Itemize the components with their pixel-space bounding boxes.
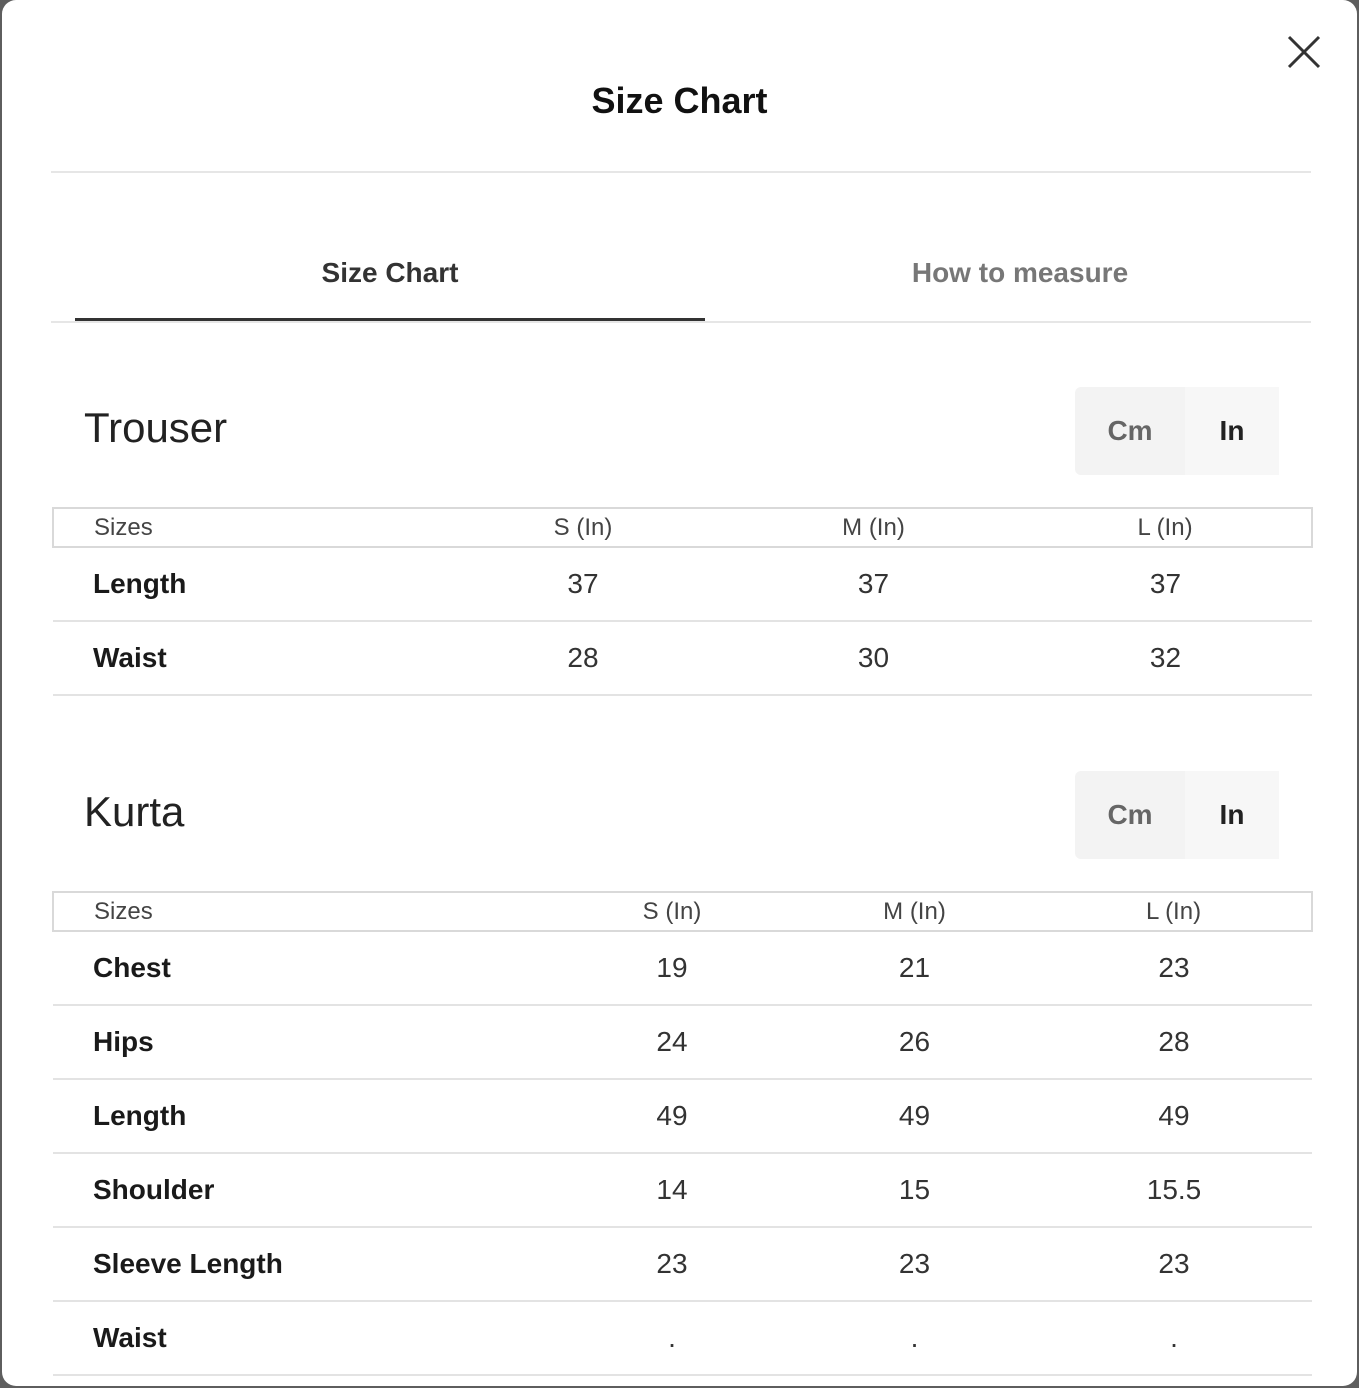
table-row bbox=[53, 621, 1312, 695]
table-header-row bbox=[53, 508, 1312, 547]
trouser-unit-cm[interactable]: Cm bbox=[1107, 415, 1153, 446]
table-row bbox=[53, 1227, 1312, 1301]
column-header: M (In) bbox=[842, 513, 905, 541]
table-cell: 15 bbox=[898, 1174, 931, 1205]
table-row bbox=[53, 1079, 1312, 1153]
table-cell: . bbox=[668, 1322, 676, 1353]
table-cell: 14 bbox=[656, 1174, 688, 1205]
measurement-label: Length bbox=[93, 568, 187, 599]
trouser-unit-toggle bbox=[1075, 387, 1279, 475]
measurement-label: Hips bbox=[93, 1026, 154, 1057]
table-row bbox=[53, 1301, 1312, 1375]
measurement-label: Shoulder bbox=[93, 1174, 215, 1205]
table-cell: 21 bbox=[898, 952, 931, 983]
size-chart-modal bbox=[2, 0, 1357, 1386]
kurta-unit-cm[interactable]: Cm bbox=[1107, 799, 1153, 830]
table-cell: 30 bbox=[857, 642, 890, 673]
table-cell: 23 bbox=[1158, 952, 1190, 983]
column-header: M (In) bbox=[883, 897, 946, 925]
measurement-label: Waist bbox=[93, 642, 167, 673]
table-cell: 49 bbox=[1158, 1100, 1190, 1131]
tab-size-chart[interactable]: Size Chart bbox=[75, 240, 705, 322]
table-row bbox=[53, 547, 1312, 621]
table-header-row bbox=[53, 892, 1312, 931]
tab-how-to-measure[interactable]: How to measure bbox=[911, 257, 1129, 288]
table-cell: 26 bbox=[898, 1026, 931, 1057]
measurement-label: Sleeve Length bbox=[93, 1248, 283, 1279]
table-cell: 19 bbox=[656, 952, 688, 983]
title-divider bbox=[51, 171, 1311, 173]
table-row bbox=[53, 1005, 1312, 1079]
table-cell: 23 bbox=[898, 1248, 931, 1279]
close-button[interactable] bbox=[1284, 32, 1324, 72]
table-cell: . bbox=[910, 1322, 919, 1353]
table-cell: . bbox=[1170, 1322, 1178, 1353]
trouser-unit-in[interactable]: In bbox=[1185, 387, 1279, 475]
table-cell: 15.5 bbox=[1146, 1174, 1202, 1205]
tabs-divider bbox=[51, 321, 1311, 323]
modal-title: Size Chart bbox=[591, 80, 768, 121]
column-header: L (In) bbox=[1137, 513, 1193, 541]
tab-bar bbox=[51, 240, 1311, 324]
column-header: S (In) bbox=[553, 513, 613, 541]
trouser-size-table bbox=[52, 507, 1313, 696]
measurement-label: Chest bbox=[93, 952, 171, 983]
kurta-unit-in[interactable]: In bbox=[1185, 771, 1279, 859]
table-cell: 49 bbox=[898, 1100, 931, 1131]
table-cell: 28 bbox=[567, 642, 599, 673]
column-header: Sizes bbox=[94, 897, 153, 925]
table-cell: 37 bbox=[567, 568, 599, 599]
column-header: L (In) bbox=[1145, 897, 1202, 925]
table-cell: 49 bbox=[656, 1100, 688, 1131]
table-cell: 24 bbox=[656, 1026, 688, 1057]
column-header: Sizes bbox=[94, 513, 153, 541]
measurement-label: Length bbox=[93, 1100, 187, 1131]
table-cell: 28 bbox=[1158, 1026, 1190, 1057]
table-cell: 37 bbox=[1149, 568, 1182, 599]
kurta-size-table bbox=[52, 891, 1313, 1376]
kurta-unit-toggle bbox=[1075, 771, 1279, 859]
table-row bbox=[53, 1153, 1312, 1227]
table-cell: 37 bbox=[857, 568, 890, 599]
table-cell: 23 bbox=[656, 1248, 688, 1279]
table-cell: 32 bbox=[1149, 642, 1182, 673]
measurement-label: Waist bbox=[93, 1322, 167, 1353]
table-row bbox=[53, 931, 1312, 1005]
trouser-section-title: Trouser bbox=[84, 404, 228, 451]
close-icon[interactable] bbox=[1284, 32, 1324, 72]
kurta-section-title: Kurta bbox=[84, 788, 185, 835]
column-header: S (In) bbox=[642, 897, 702, 925]
table-cell: 23 bbox=[1158, 1248, 1190, 1279]
